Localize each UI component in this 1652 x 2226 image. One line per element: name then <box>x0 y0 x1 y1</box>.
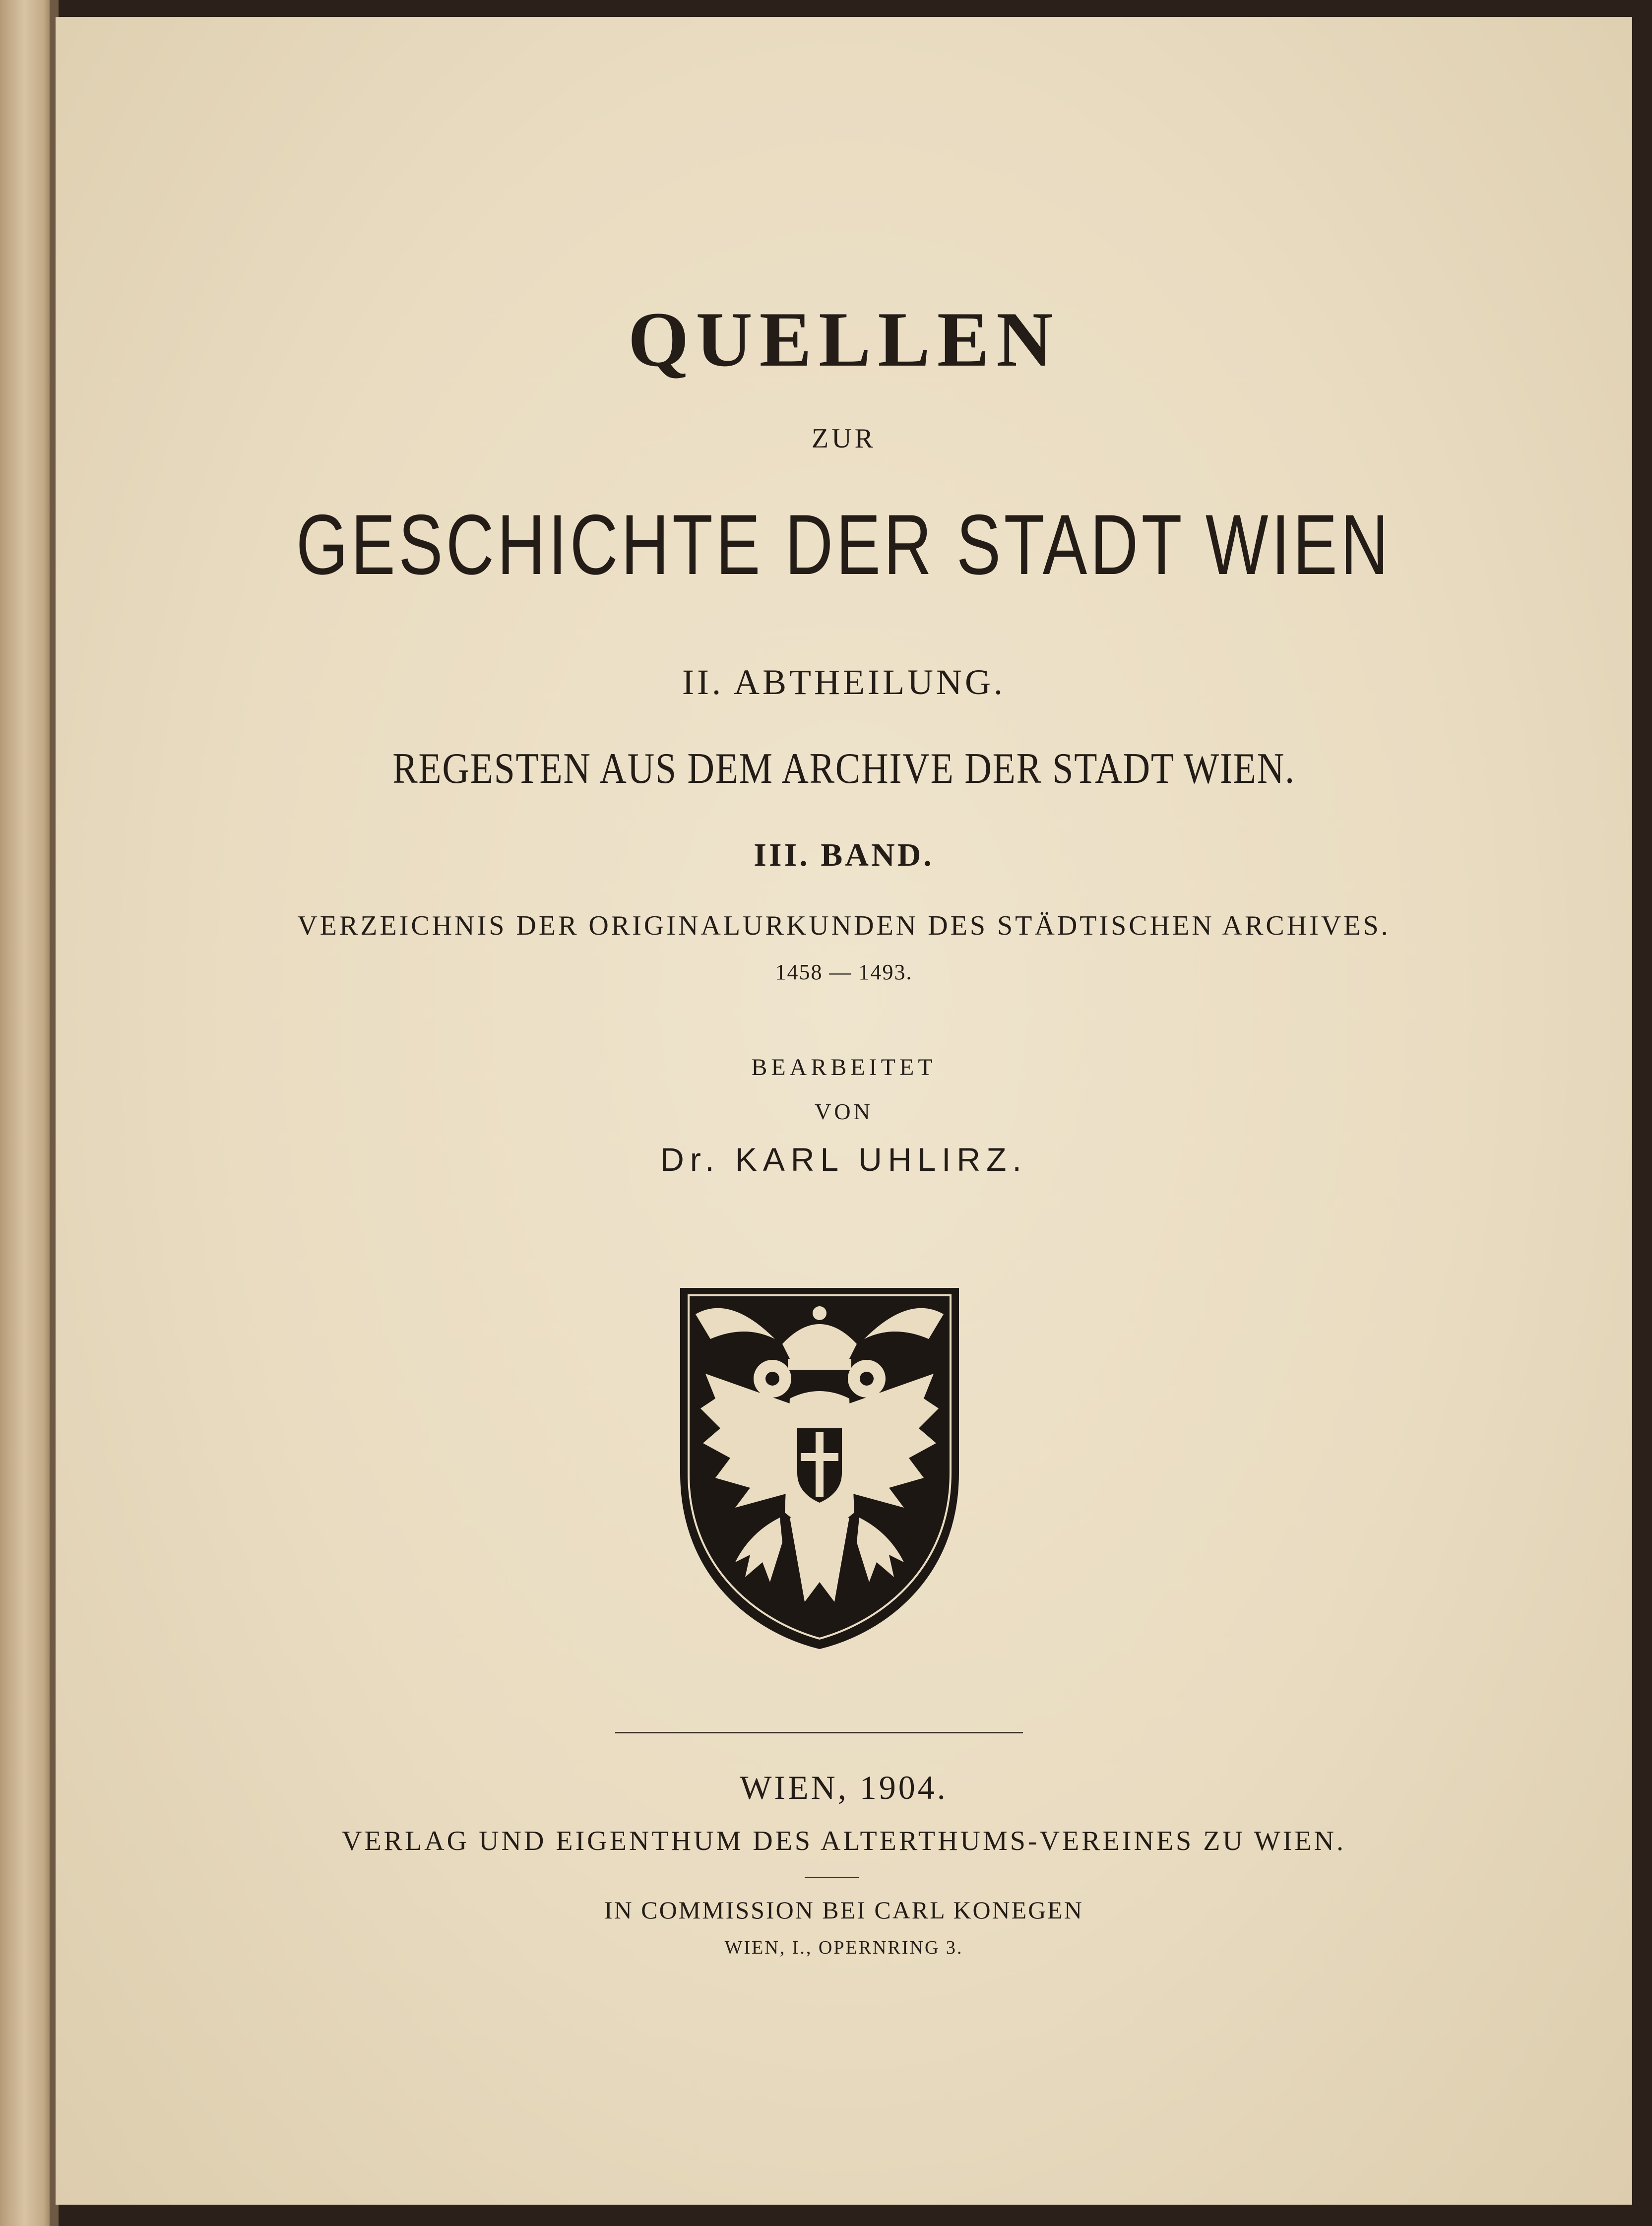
title-connector: ZUR <box>812 423 876 454</box>
title-page <box>56 17 1632 2205</box>
division-heading: II. ABTHEILUNG. <box>682 662 1006 702</box>
commission-line: IN COMMISSION BEI CARL KONEGEN <box>604 1896 1083 1924</box>
main-title: GESCHICHTE DER STADT WIEN <box>296 497 1392 592</box>
publisher-line: VERLAG UND EIGENTHUM DES ALTERTHUMS-VEREINES ZU WIEN. <box>342 1826 1346 1856</box>
author-name: Dr. KARL UHLIRZ. <box>660 1141 1027 1178</box>
place-and-year: WIEN, 1904. <box>740 1769 948 1806</box>
edited-label: BEARBEITET <box>751 1054 937 1081</box>
short-divider-rule <box>805 1877 859 1878</box>
volume-heading: III. BAND. <box>754 837 934 873</box>
address-line: WIEN, I., OPERNRING 3. <box>724 1937 963 1958</box>
vienna-coat-of-arms-icon <box>676 1284 963 1652</box>
book-spine <box>0 0 55 2226</box>
volume-subtitle: VERZEICHNIS DER ORIGINALURKUNDEN DES STÄDTISCHEN ARCHIVES. <box>297 910 1391 941</box>
divider-rule <box>615 1732 1023 1733</box>
series-heading: REGESTEN AUS DEM ARCHIVE DER STADT WIEN. <box>392 745 1295 793</box>
book-title: QUELLEN <box>628 296 1060 383</box>
year-range: 1458 — 1493. <box>775 960 913 984</box>
by-label: VON <box>815 1099 873 1124</box>
